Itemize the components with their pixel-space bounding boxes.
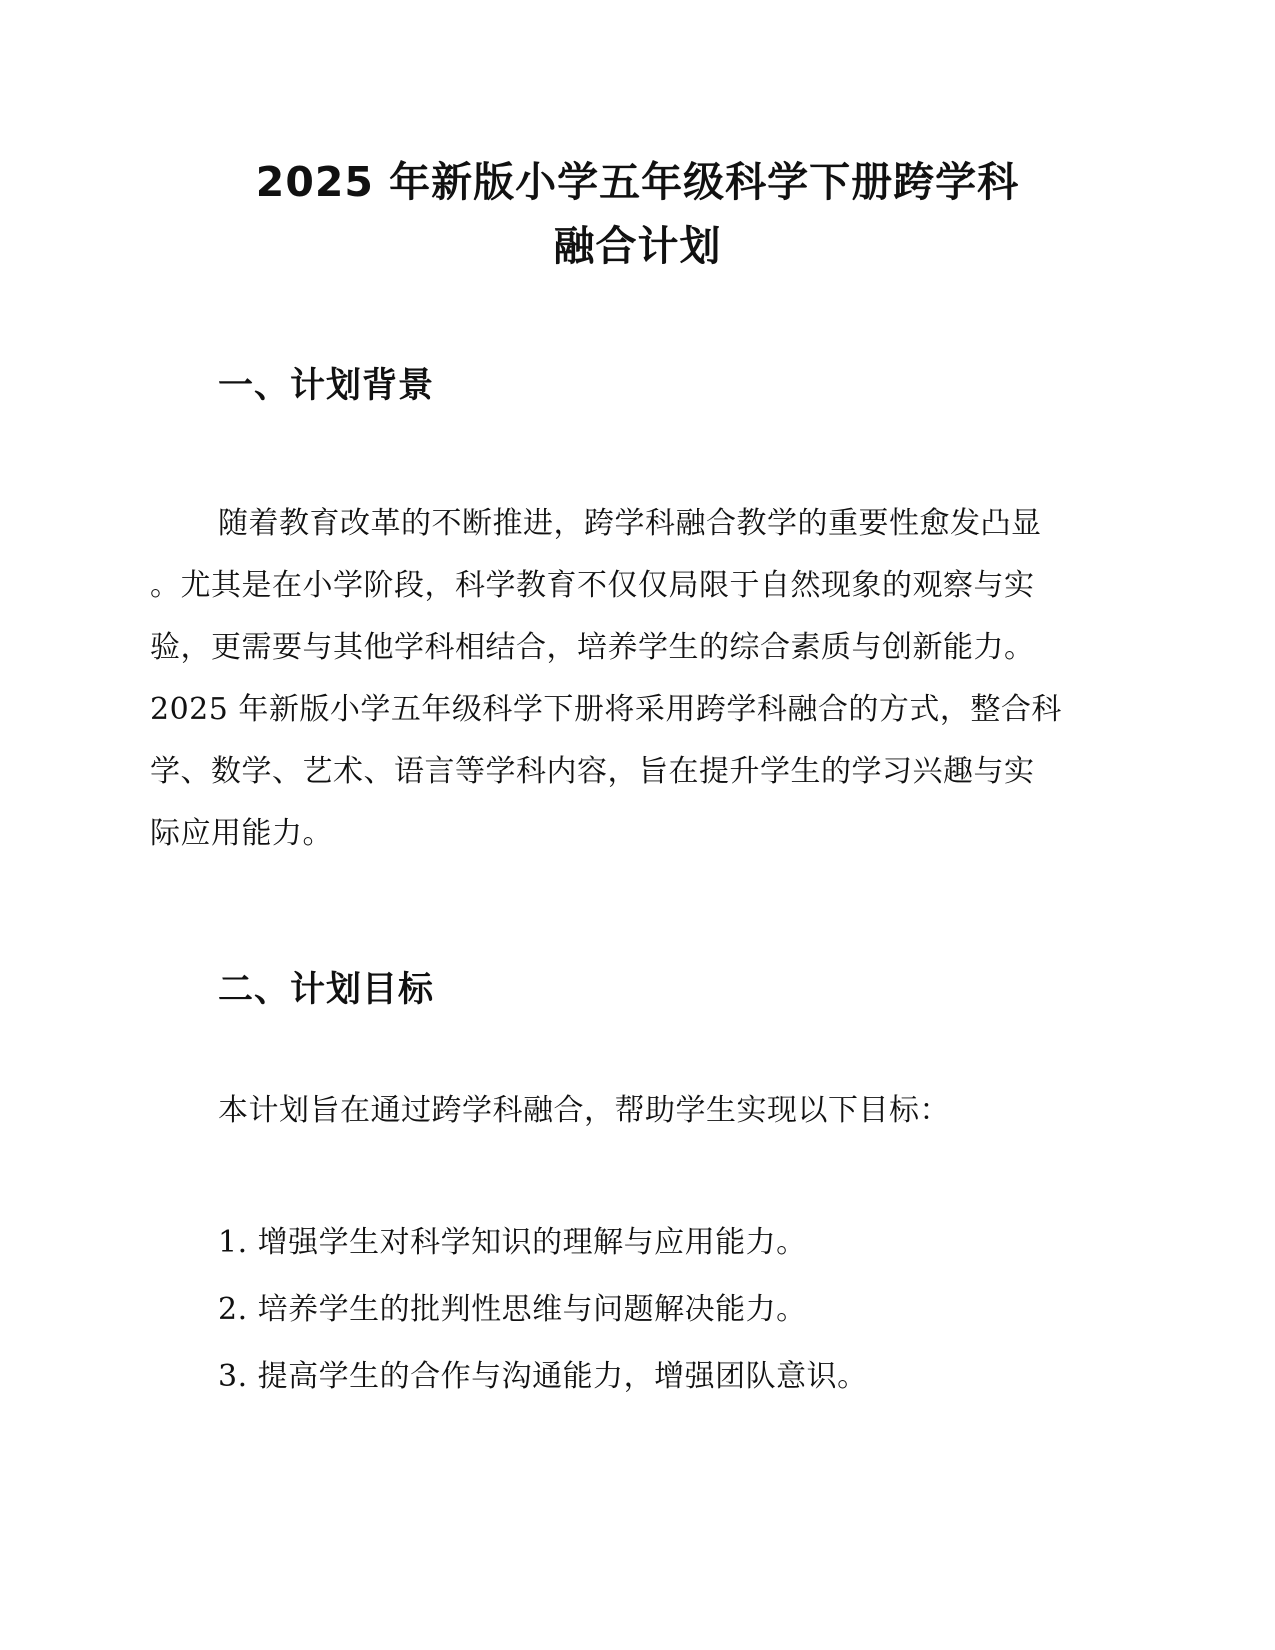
section-heading-goals: 二、计划目标 (218, 970, 435, 1010)
document-title-line: 2025 年新版小学五年级科学下册跨学科 (255, 158, 1020, 206)
paragraph-line: 2025 年新版小学五年级科学下册将采用跨学科融合的方式，整合科 (150, 692, 1062, 727)
background-paragraph (150, 493, 1125, 865)
goal-item: 2. 培养学生的批判性思维与问题解决能力。 (218, 1292, 807, 1327)
goals-intro: 本计划旨在通过跨学科融合，帮助学生实现以下目标： (218, 1093, 950, 1128)
document-title-line: 融合计划 (553, 222, 722, 270)
paragraph-line: 际应用能力。 (150, 816, 333, 851)
paragraph-line: 学、数学、艺术、语言等学科内容，旨在提升学生的学习兴趣与实 (150, 754, 1035, 789)
section-heading-background: 一、计划背景 (218, 366, 435, 406)
goal-item: 3. 提高学生的合作与沟通能力，增强团队意识。 (218, 1359, 868, 1394)
paragraph-line: 验，更需要与其他学科相结合，培养学生的综合素质与创新能力。 (150, 630, 1035, 665)
goal-list (218, 1221, 868, 1422)
goal-item: 1. 增强学生对科学知识的理解与应用能力。 (218, 1225, 807, 1260)
paragraph-line: 随着教育改革的不断推进，跨学科融合教学的重要性愈发凸显 (218, 506, 1042, 541)
document-title (150, 150, 1125, 278)
paragraph-line: 。尤其是在小学阶段，科学教育不仅仅局限于自然现象的观察与实 (150, 568, 1035, 603)
